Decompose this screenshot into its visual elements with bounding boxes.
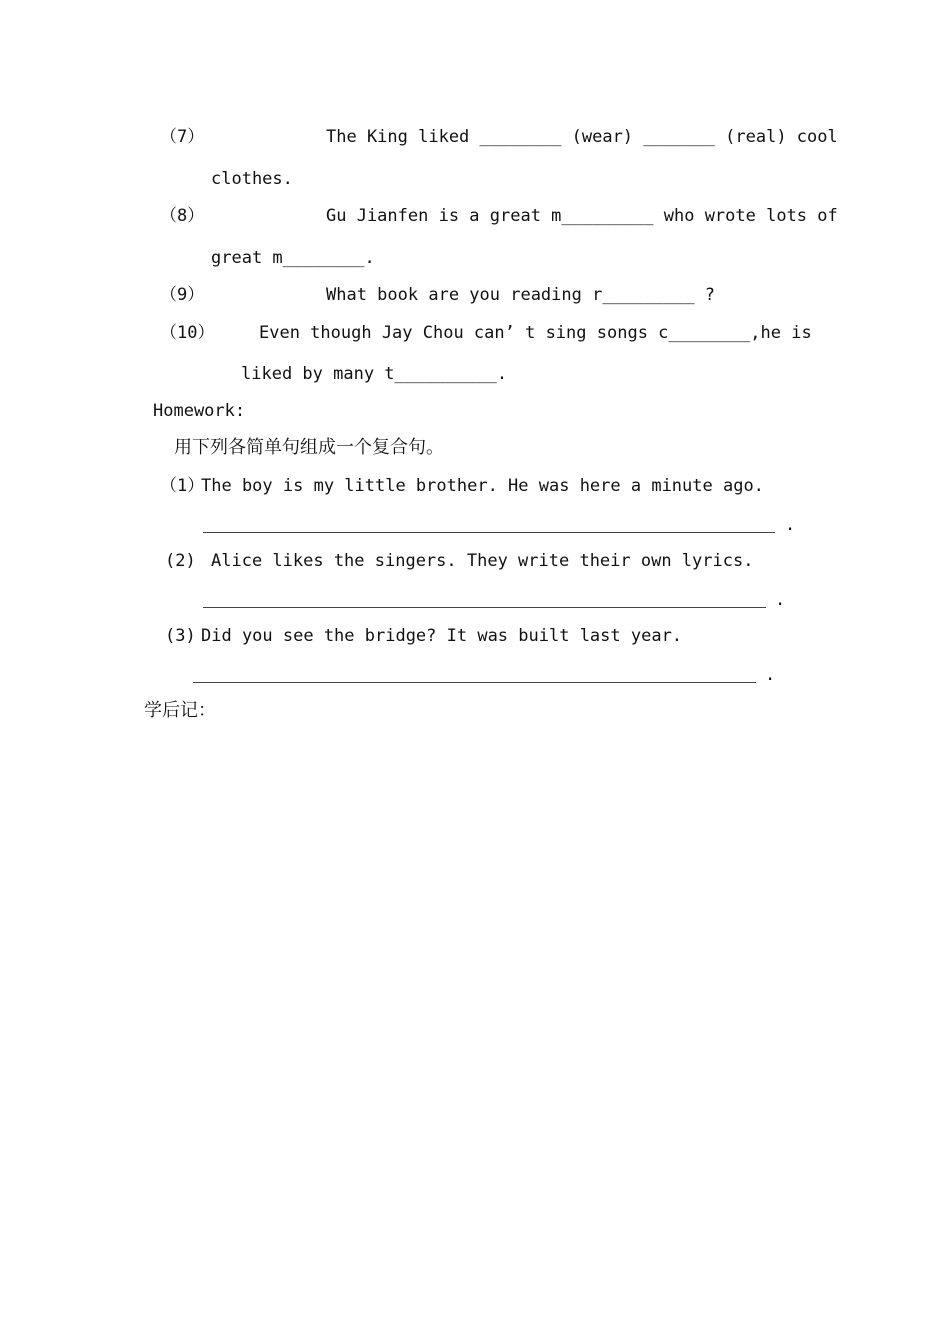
exercise-9-number: （9） <box>160 285 205 305</box>
homework-item-1-text: The boy is my little brother. He was here a minute ago. <box>201 476 764 496</box>
exercise-10-number: （10） <box>160 323 215 343</box>
homework-item-2-number: (2) <box>165 551 196 571</box>
homework-item-1-number: （1） <box>160 476 205 496</box>
exercise-9-line1: What book are you reading r_________ ? <box>326 285 715 305</box>
exercise-8-number: （8） <box>160 206 205 226</box>
homework-item-1-answer-line <box>203 532 775 533</box>
exercise-10-line2: liked by many t__________. <box>241 364 508 384</box>
exercise-7-line2: clothes. <box>211 169 293 189</box>
homework-item-3-number: (3) <box>165 626 196 646</box>
homework-item-2-answer-line <box>203 607 766 608</box>
homework-item-1-period: . <box>785 515 796 535</box>
exercise-7-line1: The King liked ________ (wear) _______ (real) cool <box>326 127 838 147</box>
homework-item-2-text: Alice likes the singers. They write their own lyrics. <box>211 551 754 571</box>
homework-item-3-text: Did you see the bridge? It was built last year. <box>201 626 683 646</box>
exercise-10-line1: Even though Jay Chou can’ t sing songs c________,he is <box>259 323 812 343</box>
notes-label: 学后记： <box>144 700 216 721</box>
homework-item-3-answer-line <box>193 682 756 683</box>
homework-item-3-period: . <box>765 665 776 685</box>
exercise-7-number: （7） <box>160 127 205 147</box>
homework-instruction: 用下列各简单句组成一个复合句。 <box>174 437 444 458</box>
homework-title: Homework: <box>153 401 246 421</box>
exercise-8-line1: Gu Jianfen is a great m_________ who wrote lots of <box>326 206 838 226</box>
homework-item-2-period: . <box>775 590 786 610</box>
exercise-8-line2: great m________. <box>211 248 375 268</box>
